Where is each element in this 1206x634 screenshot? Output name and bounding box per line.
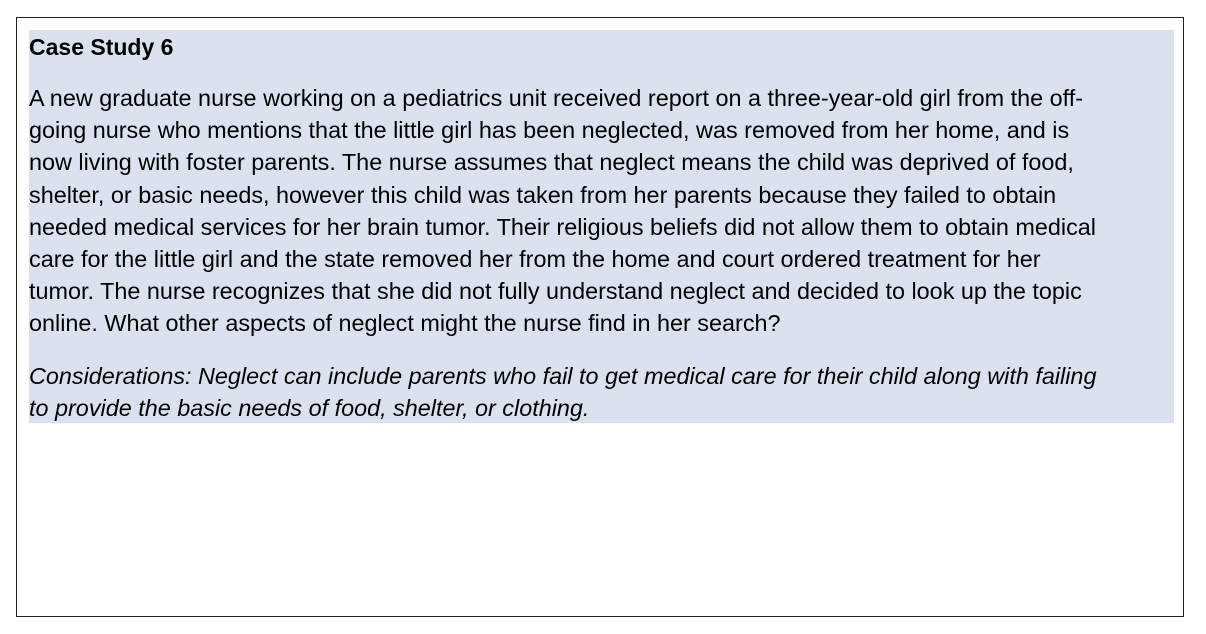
body-line: tumor. The nurse recognizes that she did not fully understand neglect and decided to look up the topic: [29, 278, 1082, 305]
considerations-line: Considerations: Neglect can include parents who fail to get medical care for their child along with failing: [29, 363, 1097, 389]
body-line: A new graduate nurse working on a pediatrics unit received report on a three-year-old girl from the off-: [29, 85, 1084, 111]
considerations-note: [29, 360, 1174, 425]
case-study-body: [29, 82, 1174, 340]
case-study-title: Case Study 6: [29, 34, 174, 60]
body-line: shelter, or basic needs, however this child was taken from her parents because they failed to obtain: [29, 181, 1057, 208]
body-line: care for the little girl and the state removed her from the home and court ordered treatment for her: [29, 246, 1041, 273]
body-line: needed medical services for her brain tumor. Their religious beliefs did not allow them to obtain medical: [29, 213, 1096, 240]
body-line: now living with foster parents. The nurse assumes that neglect means the child was deprived of food,: [29, 149, 1074, 176]
body-line: online. What other aspects of neglect might the nurse find in her search?: [29, 310, 781, 337]
body-line: going nurse who mentions that the little girl has been neglected, was removed from her home, and is: [29, 117, 1070, 144]
case-study-panel: [29, 30, 1174, 423]
document-frame: [16, 17, 1184, 617]
considerations-line: to provide the basic needs of food, shelter, or clothing.: [29, 395, 590, 422]
